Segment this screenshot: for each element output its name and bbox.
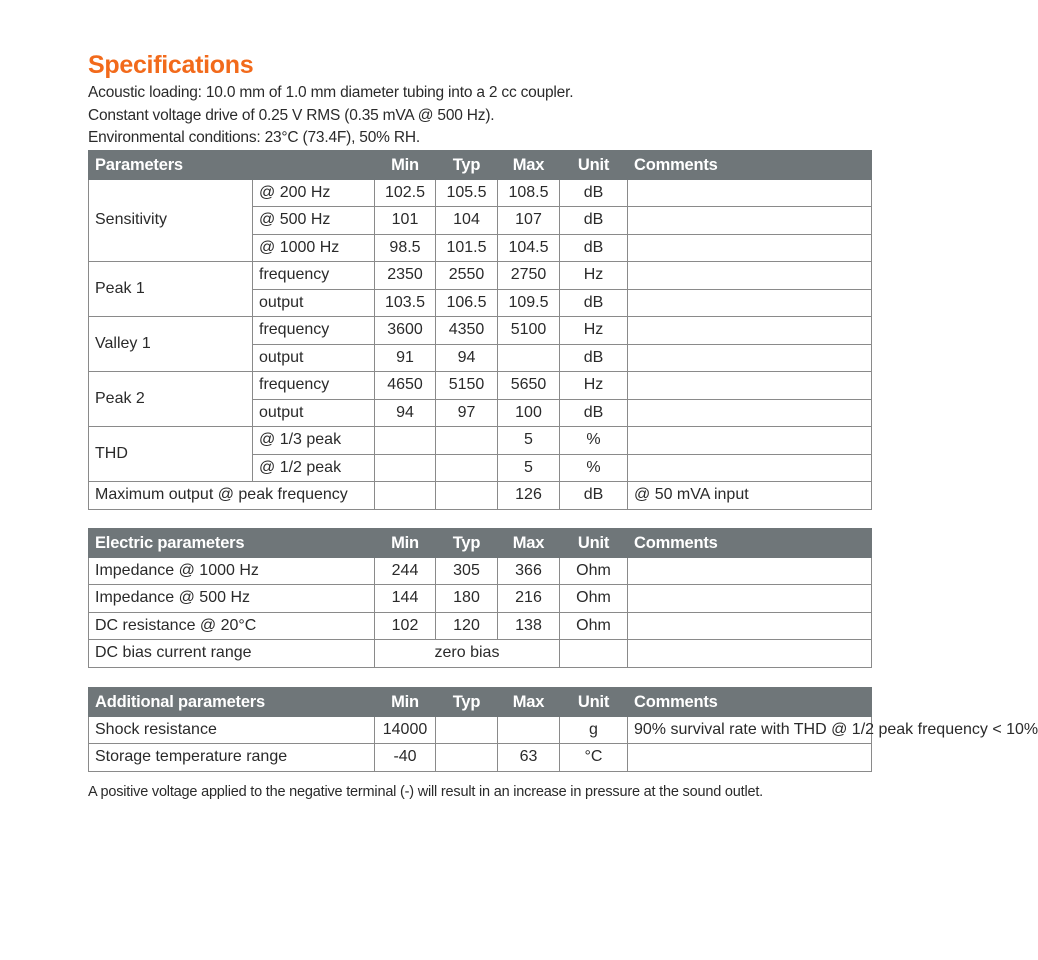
max-cell — [498, 716, 560, 744]
condition-cell: @ 1000 Hz — [253, 234, 375, 262]
max-output-label: Maximum output @ peak frequency — [89, 482, 375, 510]
table-header-row — [89, 528, 872, 557]
typ-cell: 104 — [436, 207, 498, 235]
header-typ: Typ — [436, 150, 498, 179]
parameters-table — [88, 150, 872, 510]
typ-cell: 4350 — [436, 317, 498, 345]
group-label: Peak 1 — [89, 262, 253, 317]
typ-cell: 2550 — [436, 262, 498, 290]
max-cell: 216 — [498, 585, 560, 613]
typ-cell: 106.5 — [436, 289, 498, 317]
comment-cell — [628, 557, 872, 585]
electric-parameters-table — [88, 528, 872, 668]
header-typ: Typ — [436, 687, 498, 716]
max-cell: 100 — [498, 399, 560, 427]
unit-cell: Hz — [560, 372, 628, 400]
table-row — [89, 612, 872, 640]
header-parameters: Parameters — [89, 150, 375, 179]
unit-cell: Hz — [560, 262, 628, 290]
table-row — [89, 557, 872, 585]
condition-cell: @ 200 Hz — [253, 179, 375, 207]
header-unit: Unit — [560, 150, 628, 179]
condition-cell: frequency — [253, 317, 375, 345]
header-typ: Typ — [436, 528, 498, 557]
unit-cell: °C — [560, 744, 628, 772]
bias-value: zero bias — [375, 640, 560, 668]
unit-cell: dB — [560, 179, 628, 207]
unit-cell: g — [560, 716, 628, 744]
table-row — [89, 427, 872, 455]
max-cell: 109.5 — [498, 289, 560, 317]
header-unit: Unit — [560, 687, 628, 716]
condition-cell: output — [253, 399, 375, 427]
header-parameters: Electric parameters — [89, 528, 375, 557]
unit-cell: dB — [560, 344, 628, 372]
unit-cell: Ohm — [560, 557, 628, 585]
footnote: A positive voltage applied to the negative terminal (-) will result in an increase in pressure at the sound outlet. — [88, 783, 763, 800]
max-output-max: 126 — [498, 482, 560, 510]
typ-cell: 180 — [436, 585, 498, 613]
min-cell: 102.5 — [375, 179, 436, 207]
unit-cell: dB — [560, 289, 628, 317]
typ-cell: 94 — [436, 344, 498, 372]
min-cell: 101 — [375, 207, 436, 235]
max-cell: 5 — [498, 454, 560, 482]
min-cell: 144 — [375, 585, 436, 613]
min-cell: 4650 — [375, 372, 436, 400]
param-cell: Impedance @ 500 Hz — [89, 585, 375, 613]
comment-cell — [628, 344, 872, 372]
comment-cell — [628, 612, 872, 640]
intro-line: Environmental conditions: 23°C (73.4F), 50% RH. — [88, 129, 420, 146]
typ-cell: 101.5 — [436, 234, 498, 262]
comment-cell — [628, 399, 872, 427]
table-row — [89, 179, 872, 207]
min-cell: -40 — [375, 744, 436, 772]
unit-cell: Hz — [560, 317, 628, 345]
condition-cell: output — [253, 344, 375, 372]
max-cell: 2750 — [498, 262, 560, 290]
unit-cell: % — [560, 454, 628, 482]
spec-sheet — [88, 50, 1038, 800]
header-max: Max — [498, 528, 560, 557]
typ-cell — [436, 427, 498, 455]
condition-cell: frequency — [253, 372, 375, 400]
table-row — [89, 317, 872, 345]
max-cell — [498, 344, 560, 372]
param-cell: Storage temperature range — [89, 744, 375, 772]
comment-cell — [628, 744, 872, 772]
header-unit: Unit — [560, 528, 628, 557]
min-cell: 2350 — [375, 262, 436, 290]
group-label: Peak 2 — [89, 372, 253, 427]
comment-cell — [628, 179, 872, 207]
max-cell: 5 — [498, 427, 560, 455]
intro-line: Acoustic loading: 10.0 mm of 1.0 mm diameter tubing into a 2 cc coupler. — [88, 84, 574, 101]
param-cell: Impedance @ 1000 Hz — [89, 557, 375, 585]
table-row — [89, 640, 872, 668]
comment-cell — [628, 427, 872, 455]
intro-line: Constant voltage drive of 0.25 V RMS (0.35 mVA @ 500 Hz). — [88, 106, 495, 124]
min-cell: 103.5 — [375, 289, 436, 317]
bias-label: DC bias current range — [89, 640, 375, 668]
min-cell: 102 — [375, 612, 436, 640]
group-label: Sensitivity — [89, 179, 253, 262]
min-cell — [375, 454, 436, 482]
typ-cell: 120 — [436, 612, 498, 640]
unit-cell: Ohm — [560, 585, 628, 613]
header-parameters: Additional parameters — [89, 687, 375, 716]
typ-cell: 97 — [436, 399, 498, 427]
comment-cell — [628, 289, 872, 317]
unit-cell: dB — [560, 399, 628, 427]
max-cell: 366 — [498, 557, 560, 585]
typ-cell: 105.5 — [436, 179, 498, 207]
table-row — [89, 482, 872, 510]
unit-cell: Ohm — [560, 612, 628, 640]
group-label: Valley 1 — [89, 317, 253, 372]
comment-cell — [628, 262, 872, 290]
min-cell: 94 — [375, 399, 436, 427]
max-cell: 63 — [498, 744, 560, 772]
max-cell: 107 — [498, 207, 560, 235]
header-min: Min — [375, 687, 436, 716]
typ-cell: 305 — [436, 557, 498, 585]
max-output-unit: dB — [560, 482, 628, 510]
condition-cell: output — [253, 289, 375, 317]
comment-cell — [628, 454, 872, 482]
comment-cell — [628, 372, 872, 400]
header-min: Min — [375, 150, 436, 179]
typ-cell — [436, 454, 498, 482]
typ-cell — [436, 716, 498, 744]
typ-cell: 5150 — [436, 372, 498, 400]
group-label: THD — [89, 427, 253, 482]
table-row — [89, 262, 872, 290]
header-comments: Comments — [628, 687, 872, 716]
min-cell: 3600 — [375, 317, 436, 345]
condition-cell: @ 1/2 peak — [253, 454, 375, 482]
table-row — [89, 744, 872, 772]
header-comments: Comments — [628, 528, 872, 557]
typ-cell — [436, 744, 498, 772]
table-row — [89, 585, 872, 613]
max-output-comment: @ 50 mVA input — [628, 482, 872, 510]
table-row — [89, 372, 872, 400]
min-cell: 91 — [375, 344, 436, 372]
condition-cell: @ 1/3 peak — [253, 427, 375, 455]
max-cell: 5100 — [498, 317, 560, 345]
comment-cell: 90% survival rate with THD @ 1/2 peak frequency < 10% — [628, 716, 872, 744]
unit-cell: % — [560, 427, 628, 455]
param-cell: Shock resistance — [89, 716, 375, 744]
table-row — [89, 716, 872, 744]
condition-cell: frequency — [253, 262, 375, 290]
comment-cell — [628, 234, 872, 262]
comment-cell — [628, 585, 872, 613]
param-cell: DC resistance @ 20°C — [89, 612, 375, 640]
header-max: Max — [498, 687, 560, 716]
min-cell: 14000 — [375, 716, 436, 744]
min-cell: 98.5 — [375, 234, 436, 262]
unit-cell: dB — [560, 207, 628, 235]
min-cell — [375, 427, 436, 455]
comment-cell — [628, 317, 872, 345]
page-title: Specifications — [88, 51, 254, 79]
intro-text — [88, 82, 871, 150]
max-cell: 138 — [498, 612, 560, 640]
header-comments: Comments — [628, 150, 872, 179]
unit-cell: dB — [560, 234, 628, 262]
header-min: Min — [375, 528, 436, 557]
comment-cell — [628, 207, 872, 235]
min-cell: 244 — [375, 557, 436, 585]
max-cell: 104.5 — [498, 234, 560, 262]
condition-cell: @ 500 Hz — [253, 207, 375, 235]
additional-parameters-table — [88, 687, 1038, 772]
max-cell: 5650 — [498, 372, 560, 400]
max-cell: 108.5 — [498, 179, 560, 207]
table-header-row — [89, 150, 872, 179]
header-max: Max — [498, 150, 560, 179]
table-header-row — [89, 687, 872, 716]
